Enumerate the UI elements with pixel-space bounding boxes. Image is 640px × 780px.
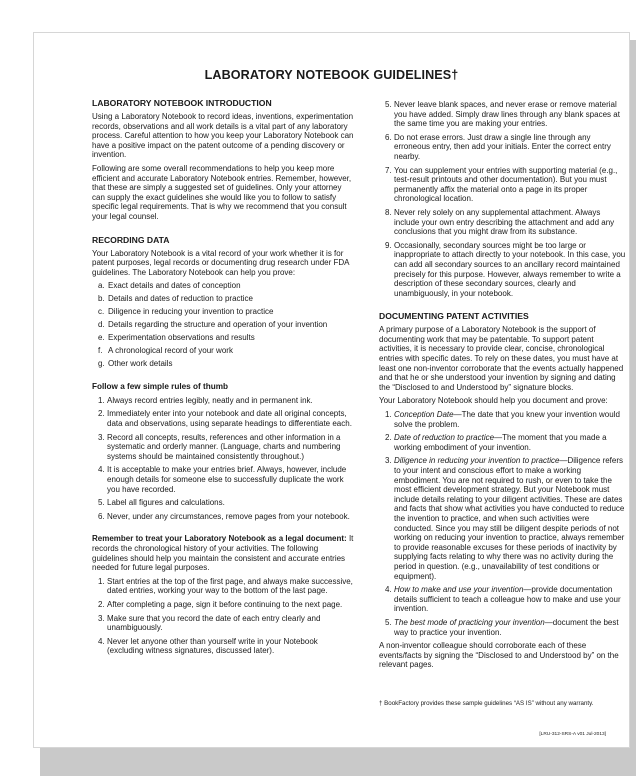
footnote: † BookFactory provides these sample guidelines “AS IS” without any warranty. (379, 699, 594, 707)
intro-paragraph-1: Using a Laboratory Notebook to record ideas, inventions, experimentation records, observations and all work details is a vital part of any laboratory process. Careful attention to how you keep your Laboratory Notebook can have a positive impact on the patent outcome of a pending discovery or invention. (92, 112, 354, 160)
list-item: d. Details regarding the structure and operation of your invention (98, 320, 328, 330)
list-item: 6. Never, under any circumstances, remove pages from your notebook. (98, 511, 350, 521)
page-title: LABORATORY NOTEBOOK GUIDELINES† (204, 68, 459, 82)
list-item: 1. Start entries at the top of the first page, and always make successive, dated entries, working your way to the bottom of the last page. (98, 576, 353, 596)
patent-paragraph-3: A non-inventor colleague should corroborate each of these events/facts by signing the “Disclosed to and Understood by” on the relevant pages. (379, 641, 619, 670)
legal-heading: Remember to treat your Laboratory Notebook as a legal document: (92, 534, 347, 544)
list-item: 5. Label all figures and calculations. (98, 498, 225, 508)
list-item: f. A chronological record of your work (98, 346, 233, 356)
list-item: 4. It is acceptable to make your entries brief. Always, however, include enough details for someone else to successfully duplicate the work you have recorded. (98, 465, 347, 494)
list-item: 3. Diligence in reducing your invention to practice—Diligence refers to your intent and conscious effort to make a working embodiment. You are not required to rush, or even to take the most efficient development strategy. But your Notebook must include details relating to your diligent activities. These are dates and facts that show what activities you have conducted to reduce the invention to practice, and when such activities were conducted. Since you may still be diligent despite periods of not working on reducing your invention to practice, always remember to provide reasonable excuses for these periods of inactivity by supplying facts relating to why there was no activity during the period in question. (e.g., unavailability of test conditions or equipment). (385, 456, 625, 581)
patent-list (379, 410, 627, 637)
list-item: 3. Make sure that you record the date of each entry clearly and unambiguously. (98, 613, 321, 633)
legal-paragraph: Remember to treat your Laboratory Notebook as a legal document: It records the chronological history of your activities. The following guidelines should help you maintain the consistent and accurate entries needed for future legal purposes. (92, 534, 354, 573)
list-item: b. Details and dates of reduction to practice (98, 294, 253, 304)
list-item: 2. Immediately enter into your notebook and date all original concepts, data and observations, using separate headings to differentiate each. (98, 409, 352, 428)
list-item: c. Diligence in reducing your invention to practice (98, 307, 274, 317)
list-item: 5. The best mode of practicing your invention—document the best way to practice your invention. (385, 617, 619, 637)
list-item: 8. Never rely solely on any supplemental attachment. Always include your own entry describing the attachment and add any conclusions that you might draw from its substance. (385, 207, 615, 237)
document-page (33, 32, 630, 748)
intro-heading: LABORATORY NOTEBOOK INTRODUCTION (92, 98, 272, 108)
list-item: 2. Date of reduction to practice—The moment that you made a working embodiment of your invention. (385, 433, 607, 452)
list-item: 1. Conception Date—The date that you knew your invention would solve the problem. (385, 410, 620, 429)
list-item: a. Exact details and dates of conception (98, 281, 241, 291)
patent-paragraph-2: Your Laboratory Notebook should help you document and prove: (379, 396, 608, 406)
list-item: 4. How to make and use your invention—provide documentation details sufficient to teach a colleague how to make and use your invention. (385, 585, 621, 614)
list-item: 5. Never leave blank spaces, and never erase or remove material you have added. Simply draw lines through any blank spaces at the same time you are making your entries. (385, 100, 620, 129)
right-column (379, 98, 627, 708)
legal-list-right (379, 100, 627, 298)
list-item: 4. Never let anyone other than yourself write in your Notebook (excluding witness signatures, discussed later). (98, 636, 318, 656)
list-item: g. Other work details (98, 359, 173, 369)
recording-paragraph: Your Laboratory Notebook is a vital record of your work whether it is for patent purposes, legal records or documenting drug research under FDA guidelines. The Laboratory Notebook can help you prove: (92, 248, 350, 277)
intro-paragraph-2: Following are some overall recommendations to help you keep more efficient and accurate Laboratory Notebook entries. Remember, however, that these are simply a suggested set of guidelines. Only your attorney can supply the exact guidelines she would like you to follow to satisfy specific legal requirements. That is why we recommend that you consult your legal counsel. (92, 163, 352, 221)
left-column (92, 98, 354, 660)
list-item: 6. Do not erase errors. Just draw a single line through any erroneous entry, then add your initials. Enter the correct entry nearby. (385, 132, 611, 161)
legal-list-left (92, 577, 354, 656)
recording-heading: RECORDING DATA (92, 234, 170, 245)
list-item: 3. Record all concepts, results, references and other information in a systematic and orderly manner. (Language, charts and numbering systems should be maintained consistently throughout.) (98, 432, 341, 461)
rules-heading: Follow a few simple rules of thumb (92, 381, 229, 391)
list-item: 7. You can supplement your entries with supporting material (e.g., test-result printouts and other documentation). But you must permanently affix the material onto a page in its proper chronological location. (385, 165, 618, 204)
recording-list (92, 281, 354, 369)
list-item: e. Experimentation observations and results (98, 333, 255, 343)
list-item: 1. Always record entries legibly, neatly and in permanent ink. (98, 395, 313, 405)
patent-heading: DOCUMENTING PATENT ACTIVITIES (379, 311, 529, 322)
list-item: 9. Occasionally, secondary sources might be too large or inappropriate to attach directly to your notebook. In this case, you can add all secondary sources to an ancillary record maintained precisely for this purpose. However, always remember to write a description of these secondary sources, clearly and unambiguously, in your notebook. (385, 240, 626, 298)
list-item: 2. After completing a page, sign it before continuing to the next page. (98, 599, 343, 609)
form-code: [LRU-312-SRS-A v01 Jul-2013] (539, 732, 606, 737)
patent-paragraph-1: A primary purpose of a Laboratory Notebook is the support of documenting work that may be patentable. To support patent activities, it is necessary to provide clear, concise, chronological entries with specific dates. To rely on these dates, you must have at least one non-inventor corroborate that the events actually happened and that he or she understood your invention by signing and dating the “Disclosed to and Understood by” signature blocks. (379, 325, 624, 392)
rules-list (92, 396, 354, 522)
